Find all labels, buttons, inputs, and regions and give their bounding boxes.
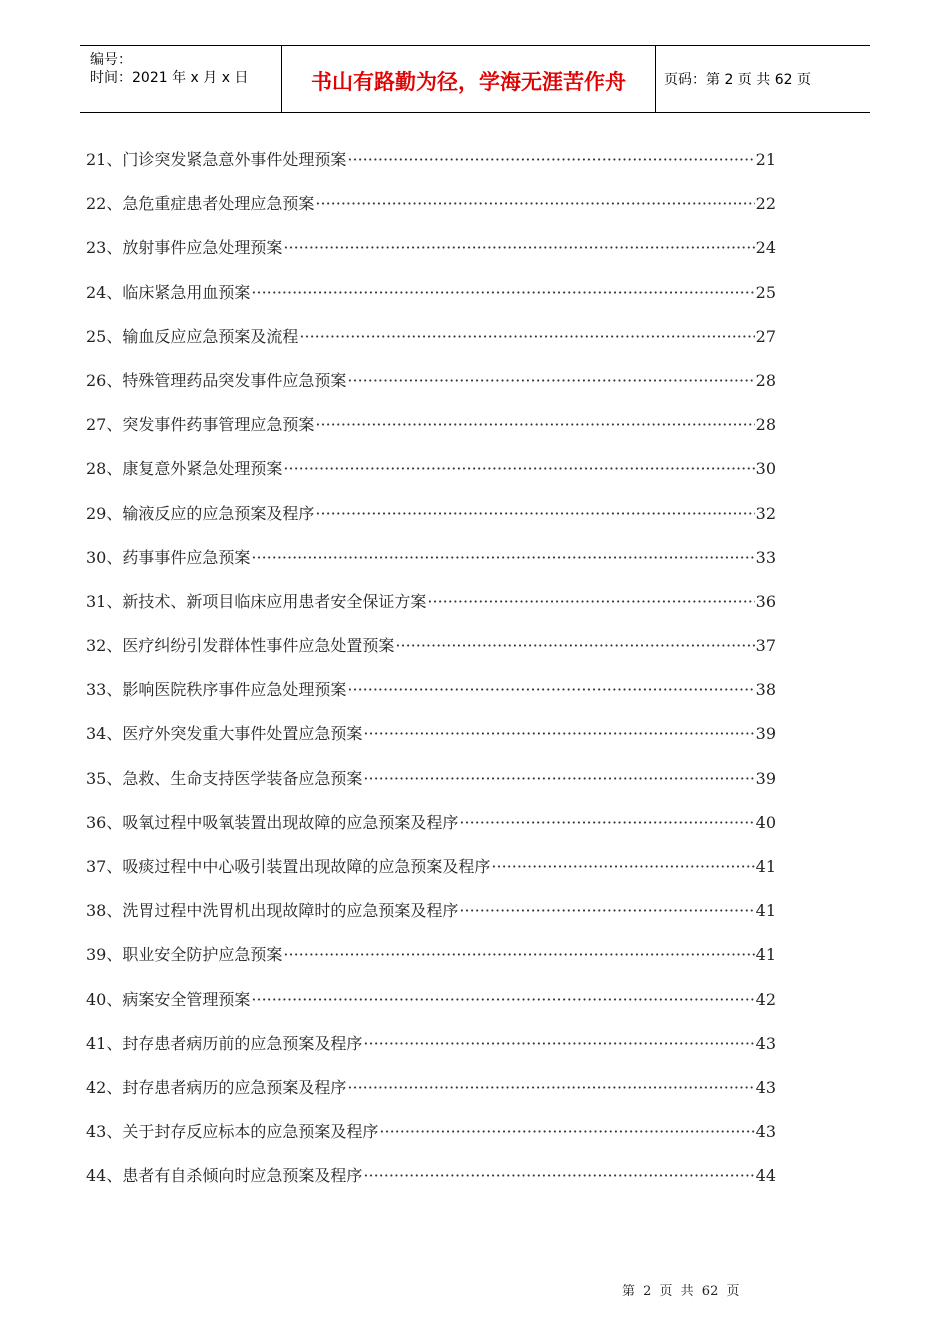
- toc-leader-dots: [283, 940, 754, 970]
- toc-item: [86, 410, 776, 454]
- toc-item-title: 输血反应应急预案及流程: [122, 326, 299, 346]
- toc-item-title: 患者有自杀倾向时应急预案及程序: [122, 1166, 363, 1186]
- toc-item-title: 药事事件应急预案: [122, 547, 251, 567]
- time-label: 时间：2021 年 x 月 x 日: [90, 70, 249, 86]
- header-page-info: 页码：第 2 页 共 62 页: [664, 72, 811, 88]
- toc-item-number: 44、: [86, 1166, 123, 1186]
- toc-item: [86, 366, 776, 410]
- header-meta: [80, 46, 282, 112]
- toc-item-page: 43: [755, 1033, 776, 1053]
- toc-item-number: 34、: [86, 724, 123, 744]
- toc-item-number: 36、: [86, 812, 123, 832]
- toc-leader-dots: [347, 366, 754, 396]
- toc-item-title: 门诊突发紧急意外事件处理预案: [122, 150, 347, 169]
- toc-item-title: 康复意外紧急处理预案: [122, 459, 283, 479]
- toc-item: [86, 719, 776, 763]
- toc-item-page: 30: [755, 459, 776, 479]
- toc-item-page: 21: [755, 150, 776, 169]
- toc-item: [86, 1073, 776, 1117]
- toc-item-title: 新技术、新项目临床应用患者安全保证方案: [122, 591, 427, 611]
- toc-item-page: 41: [755, 945, 776, 965]
- toc-leader-dots: [363, 1029, 754, 1059]
- toc-item-title: 特殊管理药品突发事件应急预案: [122, 370, 347, 390]
- toc-item: [86, 543, 776, 587]
- toc-item-page: 38: [755, 680, 776, 700]
- table-of-contents: [86, 145, 776, 1206]
- toc-leader-dots: [363, 1161, 754, 1191]
- toc-item-number: 21、: [86, 150, 123, 169]
- toc-item-number: 28、: [86, 459, 123, 479]
- code-label: 编号：: [90, 52, 132, 68]
- toc-item-number: 33、: [86, 680, 123, 700]
- toc-item-page: 22: [755, 194, 776, 214]
- toc-leader-dots: [459, 808, 754, 838]
- toc-item-title: 输液反应的应急预案及程序: [122, 503, 315, 523]
- toc-item-title: 放射事件应急处理预案: [122, 238, 283, 258]
- toc-item-page: 33: [755, 547, 776, 567]
- toc-leader-dots: [363, 764, 754, 794]
- toc-item: [86, 233, 776, 277]
- toc-item-number: 24、: [86, 282, 123, 302]
- toc-item-number: 39、: [86, 945, 123, 965]
- toc-item: [86, 1117, 776, 1161]
- toc-item-number: 42、: [86, 1077, 123, 1097]
- toc-item: [86, 189, 776, 233]
- toc-item-title: 吸痰过程中中心吸引装置出现故障的应急预案及程序: [122, 857, 491, 876]
- toc-item: [86, 852, 776, 896]
- toc-leader-dots: [347, 675, 754, 705]
- toc-leader-dots: [347, 1073, 754, 1103]
- toc-item-number: 31、: [86, 591, 123, 611]
- toc-leader-dots: [459, 896, 754, 926]
- toc-leader-dots: [427, 587, 754, 617]
- toc-item-title: 急危重症患者处理应急预案: [122, 194, 315, 214]
- toc-item-title: 急救、生命支持医学装备应急预案: [122, 768, 363, 788]
- toc-item-page: 40: [755, 812, 776, 832]
- toc-item-number: 37、: [86, 857, 123, 876]
- toc-item-title: 职业安全防护应急预案: [122, 945, 283, 965]
- toc-leader-dots: [283, 233, 754, 263]
- toc-item-title: 临床紧急用血预案: [122, 282, 251, 302]
- toc-item: [86, 454, 776, 498]
- toc-item-page: 42: [755, 989, 776, 1009]
- toc-item: [86, 145, 776, 189]
- toc-item-number: 25、: [86, 326, 123, 346]
- toc-item-number: 32、: [86, 636, 123, 656]
- page-header: [80, 45, 870, 113]
- toc-item: [86, 1161, 776, 1205]
- toc-item-number: 38、: [86, 901, 123, 921]
- toc-item: [86, 675, 776, 719]
- toc-leader-dots: [395, 631, 754, 661]
- toc-item-page: 44: [755, 1166, 776, 1186]
- toc-item: [86, 896, 776, 940]
- toc-item-title: 关于封存反应标本的应急预案及程序: [122, 1122, 379, 1142]
- page-footer: 第 2 页 共 62 页: [622, 1284, 740, 1299]
- toc-item-number: 23、: [86, 238, 123, 258]
- toc-leader-dots: [363, 719, 754, 749]
- toc-leader-dots: [315, 499, 754, 529]
- toc-leader-dots: [283, 454, 754, 484]
- header-motto: 书山有路勤为径，学海无涯苦作舟: [282, 46, 656, 112]
- toc-leader-dots: [251, 278, 754, 308]
- toc-item-page: 27: [755, 326, 776, 346]
- toc-item-number: 22、: [86, 194, 123, 214]
- toc-item-number: 43、: [86, 1122, 123, 1142]
- toc-item-page: 24: [755, 238, 776, 258]
- toc-item: [86, 631, 776, 675]
- toc-item-number: 29、: [86, 503, 123, 523]
- toc-item-title: 洗胃过程中洗胃机出现故障时的应急预案及程序: [122, 901, 459, 921]
- toc-leader-dots: [315, 189, 754, 219]
- toc-item-page: 37: [755, 636, 776, 656]
- toc-leader-dots: [347, 145, 754, 175]
- toc-item-page: 25: [755, 282, 776, 302]
- toc-item-page: 32: [755, 503, 776, 523]
- toc-item-page: 41: [755, 857, 776, 876]
- toc-item-number: 41、: [86, 1033, 123, 1053]
- toc-item-page: 43: [755, 1122, 776, 1142]
- toc-item-title: 影响医院秩序事件应急处理预案: [122, 680, 347, 700]
- toc-item: [86, 985, 776, 1029]
- toc-item-page: 28: [755, 415, 776, 435]
- toc-item-title: 医疗纠纷引发群体性事件应急处置预案: [122, 636, 395, 656]
- toc-item-number: 27、: [86, 415, 123, 435]
- toc-item: [86, 322, 776, 366]
- toc-item-page: 43: [755, 1077, 776, 1097]
- toc-item: [86, 587, 776, 631]
- toc-item: [86, 808, 776, 852]
- toc-leader-dots: [299, 322, 754, 352]
- toc-item-number: 40、: [86, 989, 123, 1009]
- toc-item-page: 41: [755, 901, 776, 921]
- toc-item-title: 封存患者病历前的应急预案及程序: [122, 1033, 363, 1053]
- toc-item-number: 30、: [86, 547, 123, 567]
- toc-item-number: 26、: [86, 370, 123, 390]
- toc-item-page: 39: [755, 768, 776, 788]
- toc-item-title: 吸氧过程中吸氧装置出现故障的应急预案及程序: [122, 812, 459, 832]
- toc-item: [86, 940, 776, 984]
- toc-leader-dots: [315, 410, 754, 440]
- toc-item-title: 封存患者病历的应急预案及程序: [122, 1077, 347, 1097]
- toc-leader-dots: [379, 1117, 754, 1147]
- toc-item: [86, 278, 776, 322]
- toc-item-title: 突发事件药事管理应急预案: [122, 415, 315, 435]
- toc-leader-dots: [251, 543, 754, 573]
- toc-item: [86, 764, 776, 808]
- toc-item-page: 28: [755, 370, 776, 390]
- toc-leader-dots: [251, 985, 754, 1015]
- toc-item-page: 39: [755, 724, 776, 744]
- toc-item-title: 病案安全管理预案: [122, 989, 251, 1009]
- toc-leader-dots: [491, 852, 754, 882]
- toc-item-page: 36: [755, 591, 776, 611]
- toc-item-number: 35、: [86, 768, 123, 788]
- toc-item: [86, 499, 776, 543]
- toc-item: [86, 1029, 776, 1073]
- toc-item-title: 医疗外突发重大事件处置应急预案: [122, 724, 363, 744]
